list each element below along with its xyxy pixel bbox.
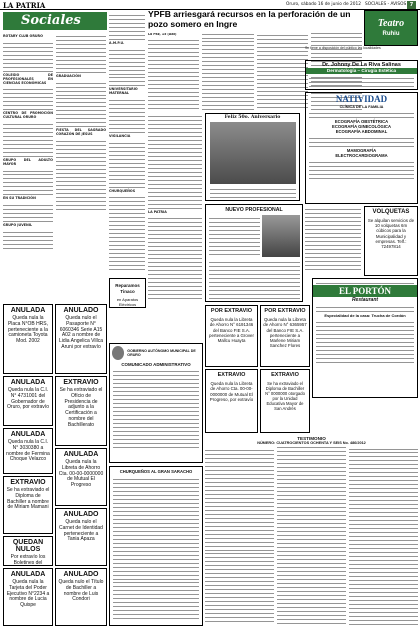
article-title: GRUPO JUVENIL	[3, 223, 33, 228]
article-title: COLEGIO DE PROFESIONALES EN CIENCIAS ECONÓMICAS	[3, 72, 53, 85]
article-title: ROTARY CLUB ORURO	[3, 34, 43, 38]
comunicado-box: GOBIERNO AUTÓNOMO MUNICIPAL DE ORURO COMUNICADO ADMINISTRATIVO	[109, 343, 203, 463]
sociales-banner: Sociales	[3, 12, 107, 30]
doctor-ad: Dr. Johnny De La Riva Salinas Dermatología – Cirugía Estética	[305, 60, 418, 90]
anniversary-photo	[210, 122, 296, 184]
nuevo-profesional-box: NUEVO PROFESIONAL	[205, 204, 303, 302]
classified-ad: QUEDAN NULOS Por extravío los Boletines del	[3, 536, 53, 566]
profesional-photo	[262, 215, 300, 257]
classified-ad: ANULADO Queda nulo el Pasaporte N° 6060346 Serie A15 A02 a nombre de Lidia Angelica Villca Aruni por extravío	[55, 304, 107, 374]
article-title: GRADUACIÓN	[56, 73, 81, 78]
article-title: EN SU TRADICIÓN	[3, 196, 36, 201]
newspaper-logo: LA PATRIA	[3, 1, 46, 10]
teatro-ad: Teatro Ruhiu	[364, 10, 418, 46]
volquetas-ad: VOLQUETAS Se alquilan servicios de 10 volquetas 6m cúbicos para la Municipalidad y empresas. Telf.: 72497814	[364, 206, 418, 276]
por-extravio-ad: POR EXTRAVIO Queda nula la Libreta de Ahorro N° 6191346 del Banco FIE S.A. perteneciente a Grover Mallcu Huayta	[205, 305, 258, 367]
article-title: A.M.P.U.	[109, 40, 125, 45]
article-column	[148, 113, 202, 301]
service-item: ECOGRAFÍA OBSTÉTRICA	[334, 118, 389, 124]
classified-ad: EXTRAVIO Se ha extraviado el Ofício de Presidencia de adjunto a la Certificación a nombre del Bachillerato	[55, 376, 107, 446]
testimonio-section: TESTIMONIO NÚMERO: CUATROCIENTOS OCHENTA Y SEIS No. 486/2012	[205, 436, 418, 626]
page-header	[0, 0, 420, 10]
left-column-2	[56, 33, 106, 303]
article-title: GRUPO DEL ADULTO MAYOR	[3, 157, 53, 166]
volquetas-side-text	[305, 206, 361, 276]
churquenos-box: CHURQUEÑOS AL GRAN SARACHO	[109, 466, 203, 626]
article-title: CHURQUEÑOS	[109, 188, 136, 193]
classified-ad: ANULADA Queda nula la Placa N°OB HRS, perteneciente a la camioneta Toyota Mod. 2002	[3, 304, 53, 374]
extravio-ad: EXTRAVIO Se ha extraviado el Diploma de Bachiller N° 0000000 otorgado por la Unidad Educativa Mayor de San Andrés	[260, 369, 310, 433]
article-title: CENTRO DE PROMOCIÓN CULTURAL ORURO	[3, 111, 53, 120]
page-number: 7	[407, 1, 416, 9]
article-title: FIESTA DEL SAGRADO CORAZÓN DE JESÚS	[56, 128, 106, 137]
classified-ad: ANULADO Queda nulo el Carnet de Identidad perteneciente a Tania Apaza	[55, 508, 107, 566]
extravio-ad: EXTRAVIO Queda nula la Libreta de Ahorro Cta. 00-00-0000000 de Mutual El Progreso, por extravío	[205, 369, 258, 433]
article-title: VIGILANCIA	[109, 134, 131, 139]
classified-ad: ANULADA Queda nula la C.I. N° 3030380 a nombre de Fermina Choque Velazco	[3, 428, 53, 474]
classified-ad: ANULADA Queda nula la C.I. N° 4731001 del Gobernador de Oruro, por extravío	[3, 376, 53, 426]
service-item: ECOGRAFÍA GINECOLÓGICA	[332, 123, 391, 129]
restaurant-ad: EL PORTÓN Restaurant Especialidad de la casa: Trucha de Cordón	[312, 278, 418, 398]
main-article-body: La Paz, 15 (ABI)	[148, 33, 362, 111]
classified-ad: ANULADA Queda nula la Libreta de Ahorro Cta. 00-00-0000000 de Mutual El Progreso	[55, 448, 107, 506]
main-headline: YPFB arriesgará recursos en la perforación de un pozo somero en Ingre	[148, 10, 351, 29]
service-item: MAMOGRAFÍA	[346, 147, 377, 153]
photo-title: Feliz 50o. Aniversario	[224, 115, 281, 120]
classified-ad: ANULADO Queda nulo el Título de Bachiller a nombre de Luis Condori	[55, 568, 107, 626]
service-item: ECOGRAFÍA ABDOMINAL	[335, 128, 388, 134]
header-date: Oruro, sábado 16 de junio de 2012 SOCIALES - AVISOS	[286, 2, 407, 7]
municipal-seal-icon	[112, 346, 124, 360]
article-title: UNIVERSITARIO MATERNAL	[109, 87, 138, 96]
thanks-box: Reparamos Tinaco en Aparatos Eléctricos	[109, 278, 146, 308]
classified-ad: ANULADA Queda nula la Tarjeta del Poder Ejecutivo N°2234 a nombre de Lucia Quispe	[3, 568, 53, 626]
por-extravio-ad: POR EXTRAVIO Queda nula la Libreta de Ahorro N° 6365957 del Banco FIE S.A. perteneciente a Marlene Miriam Sanchez Flores	[260, 305, 310, 367]
service-item: ELECTROCARDIOGRAMA	[335, 152, 388, 158]
natividad-ad: NATIVIDAD CLÍNICA DE LA FAMILIA ECOGRAFÍA OBSTÉTRICA ECOGRAFÍA GINECOLÓGICA ECOGRAFÍA ABDOMINAL MAMOGRAFÍA ELECTROCARDIOGRAMA	[305, 92, 418, 204]
article-title: LA PATRIA	[148, 209, 167, 214]
anniversary-photo-frame	[205, 113, 300, 201]
teatro-bar: Se tiene a disposición del público las localidades	[305, 46, 381, 50]
left-column	[3, 33, 53, 303]
classified-ad: EXTRAVIO Se ha extraviado el Diploma de Bachiller a nombre de Miriam Mamani	[3, 476, 53, 534]
